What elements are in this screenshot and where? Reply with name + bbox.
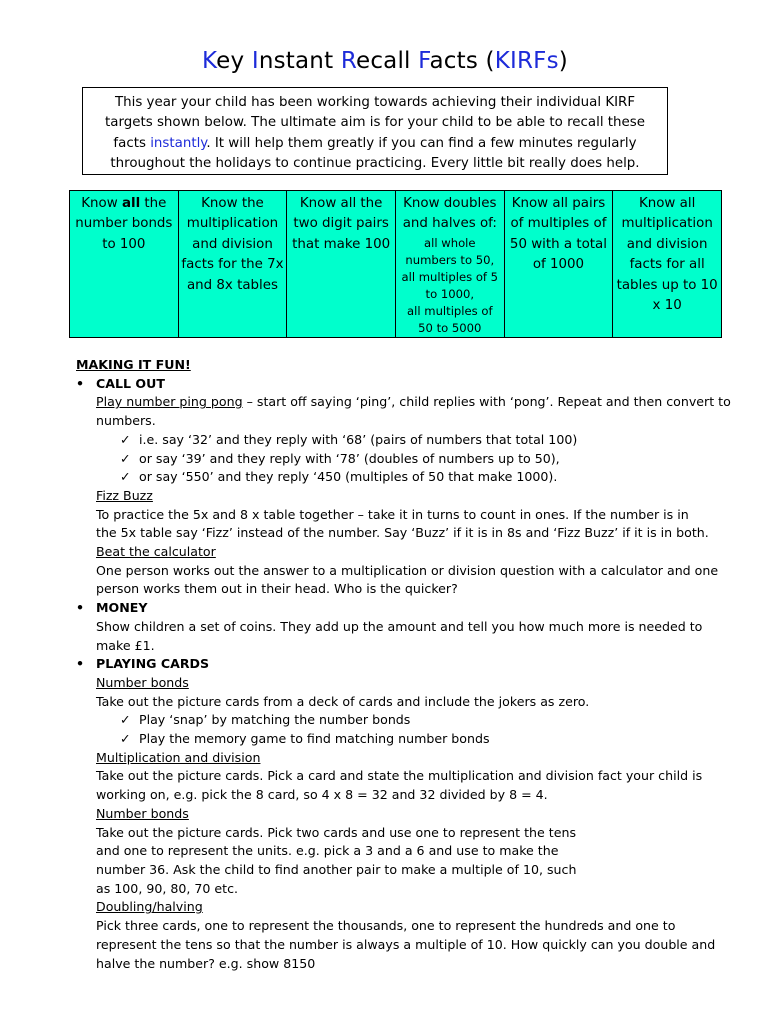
check-icon: ✓ <box>120 469 131 485</box>
tick-item: ✓ i.e. say ‘32’ and they reply with ‘68’ (pairs of numbers that total 100) <box>76 431 716 450</box>
intro-instantly: instantly <box>150 135 207 151</box>
title-r: R <box>340 48 356 74</box>
target-cell: Know the multiplication and division facts for the 7x and 8x tables <box>178 191 287 338</box>
target-cell: Know doubles and halves of: all whole numbers to 50, all multiples of 5 to 1000, all multiples of 50 to 5000 <box>395 191 504 338</box>
doubling-halving-text: represent the tens so that the number is always a multiple of 10. How quickly can you double and <box>96 936 716 952</box>
check-icon: ✓ <box>120 731 131 747</box>
section-heading: MAKING IT FUN! <box>76 357 191 372</box>
calculator-text: One person works out the answer to a multiplication or division question with a calculator and one <box>96 562 719 578</box>
number-bonds-text: number 36. Ask the child to find another pair to make a multiple of 10, such <box>96 861 577 877</box>
doubling-halving-text: halve the number? e.g. show 8150 <box>96 955 316 971</box>
title-part: ecall <box>355 48 419 74</box>
ping-pong: Play number ping pong – start off saying ‘ping’, child replies with ‘pong’. Repeat and then convert to <box>96 394 731 410</box>
calculator-text: person works them out in their head. Who is the quicker? <box>96 581 458 597</box>
number-bonds-text: as 100, 90, 80, 70 etc. <box>96 880 239 896</box>
target-cell: Know all multiplication and division facts for all tables up to 10 x 10 <box>613 191 722 338</box>
check-icon: ✓ <box>120 450 131 466</box>
title-f: F <box>418 48 430 74</box>
title-part: ey <box>216 48 252 74</box>
doubling-halving-text: Pick three cards, one to represent the thousands, one to represent the hundreds and one to <box>96 918 676 934</box>
bullet-icon: • <box>76 600 85 616</box>
number-bonds-label: Number bonds <box>96 674 189 690</box>
kirf-targets-table <box>69 190 722 338</box>
bullet-callout: • CALL OUT <box>76 375 716 394</box>
title-part: nstant <box>258 48 341 74</box>
number-bonds-text: Take out the picture cards. Pick two cards and use one to represent the tens <box>96 824 577 840</box>
title-part: ) <box>558 48 568 74</box>
number-bonds-label: Number bonds <box>96 805 189 821</box>
fizz-buzz-label: Fizz Buzz <box>96 487 153 503</box>
title-part: acts ( <box>429 48 495 74</box>
intro-text: . It will help them greatly if you can find a few minutes regularly throughout the holidays to continue practicing. Every little bit really does help. <box>110 135 640 172</box>
mult-div-text: working on, e.g. pick the 8 card, so 4 x 8 = 32 and 32 divided by 8 = 4. <box>96 787 548 803</box>
tick-item: ✓ or say ‘550’ and they reply ‘450 (multiples of 50 that make 1000). <box>76 468 716 487</box>
mult-div-label: Multiplication and division <box>96 749 261 765</box>
tick-item: ✓ or say ‘39’ and they reply with ‘78’ (doubles of numbers up to 50), <box>76 450 716 469</box>
bullet-icon: • <box>76 656 85 672</box>
money-text: Show children a set of coins. They add up the amount and tell you how much more is needed to <box>96 618 703 634</box>
title-i: I <box>251 48 259 74</box>
calculator-label: Beat the calculator <box>96 544 216 560</box>
activities <box>76 356 731 973</box>
bullet-icon: • <box>76 375 85 391</box>
intro-text: This year your child has been working towards achieving their individual KIRF targets shown below. The ultimate aim is for your child to be able to recall these facts <box>105 95 645 151</box>
page-title <box>0 48 770 74</box>
bullet-money: • MONEY <box>76 599 716 618</box>
check-icon: ✓ <box>120 431 131 447</box>
target-cell: Know all the number bonds to 100 <box>70 191 179 338</box>
tick-item: ✓ Play ‘snap’ by matching the number bonds <box>76 711 716 730</box>
title-kirfs: KIRFs <box>494 48 559 74</box>
ping-pong-cont: numbers. <box>96 413 156 429</box>
bullet-cards: • PLAYING CARDS <box>76 655 716 674</box>
target-cell: Know all pairs of multiples of 50 with a total of 1000 <box>504 191 613 338</box>
target-cell: Know all the two digit pairs that make 100 <box>287 191 396 338</box>
intro-box <box>82 87 668 175</box>
title-k: K <box>202 48 217 74</box>
mult-div-text: Take out the picture cards. Pick a card and state the multiplication and division fact your child is <box>96 768 703 784</box>
money-text: make £1. <box>96 637 155 653</box>
doubling-halving-label: Doubling/halving <box>96 899 203 915</box>
fizz-buzz-text: the 5x table say ‘Fizz’ instead of the number. Say ‘Buzz’ if it is in 8s and ‘Fizz Buzz’ if it is in both. <box>96 525 709 541</box>
fizz-buzz-text: To practice the 5x and 8 x table together – take it in turns to count in ones. If the number is in <box>96 506 689 522</box>
number-bonds-text: Take out the picture cards from a deck of cards and include the jokers as zero. <box>96 693 590 709</box>
tick-item: ✓ Play the memory game to find matching number bonds <box>76 730 716 749</box>
number-bonds-text: and one to represent the units. e.g. pick a 3 and a 6 and use to make the <box>96 843 559 859</box>
check-icon: ✓ <box>120 712 131 728</box>
